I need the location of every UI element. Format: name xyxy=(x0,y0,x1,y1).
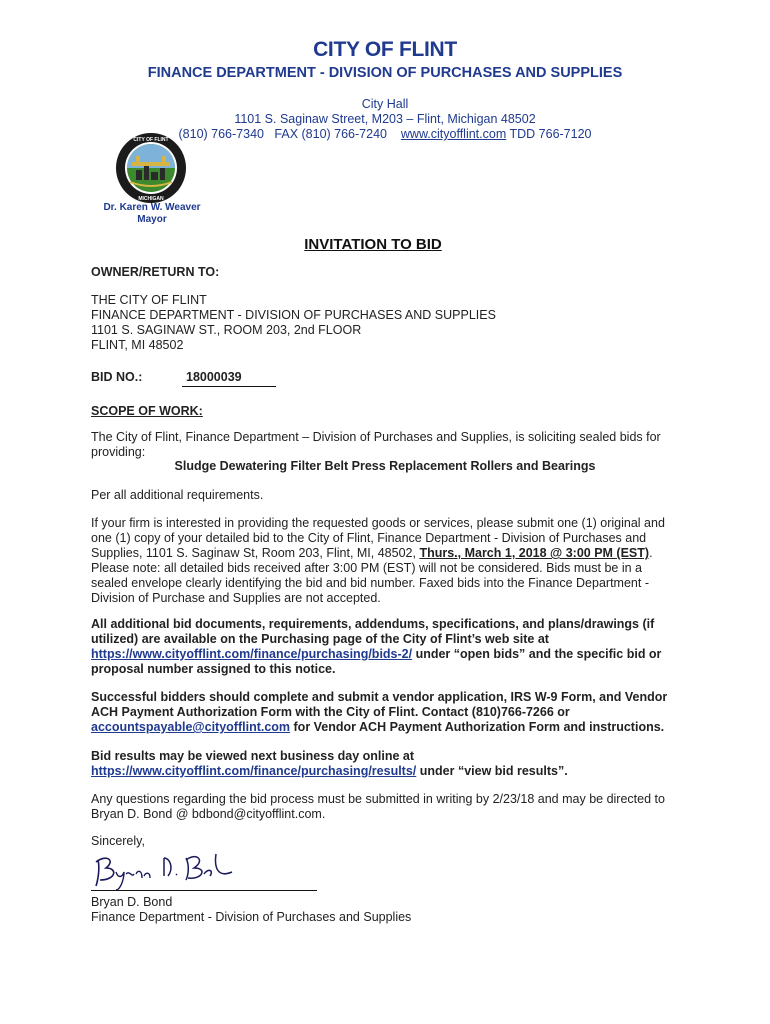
mayor-title: Mayor xyxy=(137,214,167,225)
seal-top-text: CITY OF FLINT xyxy=(133,137,169,143)
vendor-text-cont: for Vendor ACH Payment Authorization Form and instructions. xyxy=(290,720,665,734)
vendor-text: Successful bidders should complete and submit a vendor application, IRS W-9 Form, and Vendor ACH Payment Authorization Form with the City of Flint. Contact (810)766-7266 or xyxy=(91,690,668,719)
document-heading: INVITATION TO BID xyxy=(304,236,442,253)
closing: Sincerely, xyxy=(91,834,145,848)
bid-results-notice xyxy=(91,749,676,779)
questions-notice: Any questions regarding the bid process must be submitted in writing by 2/23/18 and may be directed to Bryan D. Bond @ bdbond@cityofflint.com. xyxy=(91,792,665,821)
bid-deadline: Thurs., March 1, 2018 @ 3:00 PM (EST) xyxy=(419,546,650,560)
fax-number: FAX (810) 766-7240 xyxy=(274,127,387,141)
bid-documents-notice xyxy=(91,617,676,677)
results-text: Bid results may be viewed next business day online at xyxy=(91,749,415,763)
owner-address-line: FINANCE DEPARTMENT - DIVISION OF PURCHASES AND SUPPLIES xyxy=(91,308,496,322)
owner-address-line: FLINT, MI 48502 xyxy=(91,338,184,352)
signer-name: Bryan D. Bond xyxy=(91,895,173,909)
building-name: City Hall xyxy=(361,97,409,111)
bid-number-value: 18000039 xyxy=(182,370,276,387)
seal-bottom-text: MICHIGAN xyxy=(138,196,164,202)
street-address: 1101 S. Saginaw Street, M203 – Flint, Michigan 48502 xyxy=(234,112,536,126)
submission-text-cont: . Please note: all detailed bids received after 3:00 PM (EST) will not be considered. Bids must be in a sealed envelope clearly identifying the bid and bid number. Faxed bids into the Finance Department - Division of Purchase and Supplies are not accepted. xyxy=(91,546,653,605)
city-title: CITY OF FLINT xyxy=(313,38,457,61)
vendor-notice xyxy=(91,690,676,735)
mayor-name: Dr. Karen W. Weaver xyxy=(103,202,201,213)
owner-address xyxy=(91,293,676,353)
submission-instructions xyxy=(91,516,676,606)
docs-text: All additional bid documents, requirements, addendums, specifications, and plans/drawings (if utilized) are available on the Purchasing page of the City of Flint’s web site at xyxy=(91,617,655,646)
department-heading: FINANCE DEPARTMENT - DIVISION OF PURCHASES AND SUPPLIES xyxy=(147,65,623,81)
results-text-cont: under “view bid results”. xyxy=(416,764,568,778)
bid-number-label: BID NO.: xyxy=(91,370,143,384)
scope-label: SCOPE OF WORK: xyxy=(91,404,203,418)
accounts-payable-email-link[interactable]: accountspayable@cityofflint.com xyxy=(91,720,291,734)
phone-number: (810) 766-7340 xyxy=(178,127,264,141)
signer-title: Finance Department - Division of Purchases and Supplies xyxy=(91,910,412,924)
owner-address-line: 1101 S. SAGINAW ST., ROOM 203, 2nd FLOOR xyxy=(91,323,362,337)
signature-icon xyxy=(90,846,240,892)
signature-line xyxy=(91,890,317,891)
open-bids-link[interactable]: https://www.cityofflint.com/finance/purchasing/bids-2/ xyxy=(91,647,413,661)
owner-address-line: THE CITY OF FLINT xyxy=(91,293,207,307)
website-link[interactable]: www.cityofflint.com xyxy=(400,127,507,141)
additional-requirements: Per all additional requirements. xyxy=(91,488,264,502)
scope-item: Sludge Dewatering Filter Belt Press Replacement Rollers and Bearings xyxy=(174,459,596,473)
docs-text-cont: under “open bids” and the specific bid or proposal number assigned to this notice. xyxy=(91,647,662,676)
scope-text: The City of Flint, Finance Department – Division of Purchases and Supplies, is soliciting sealed bids for providing: xyxy=(91,430,661,459)
city-seal-icon xyxy=(106,132,196,204)
owner-label: OWNER/RETURN TO: xyxy=(91,265,220,279)
bid-results-link[interactable]: https://www.cityofflint.com/finance/purchasing/results/ xyxy=(91,764,417,778)
submission-text: If your firm is interested in providing the requested goods or services, please submit one (1) original and one (1) copy of your detailed bid to the City of Flint, Finance Department - Division of Purchases and Supplies, 1101 S. Saginaw St, Room 203, Flint, MI, 48502, xyxy=(91,516,665,560)
tdd-number: TDD 766-7120 xyxy=(509,127,592,141)
